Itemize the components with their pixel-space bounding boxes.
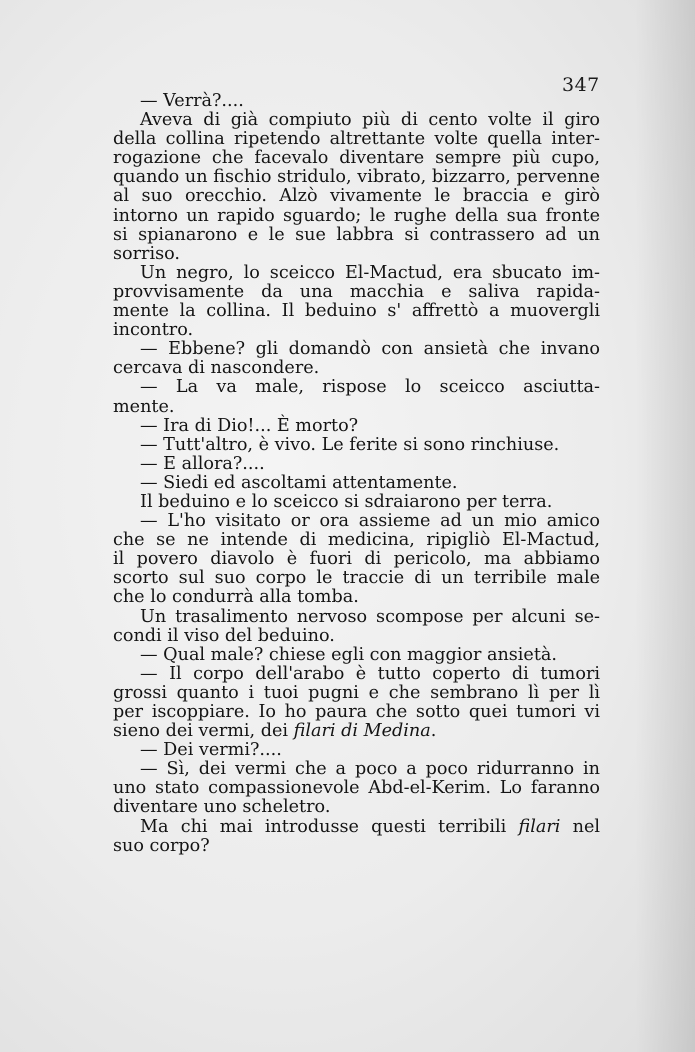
italic-text: filari di Medina [293, 721, 431, 742]
text-line [113, 818, 600, 837]
text-line [113, 283, 600, 302]
text-line [113, 417, 600, 436]
text-segment: — Sì, dei vermi che a poco a poco ridurranno in [140, 759, 600, 780]
text-line [113, 187, 600, 206]
text-line [113, 531, 600, 550]
text-segment: — E allora?.... [140, 453, 265, 474]
text-line [113, 455, 600, 474]
text-segment: — La va male, rispose lo sceicco asciutta- [140, 377, 600, 398]
text-line [113, 493, 600, 512]
text-line [113, 92, 600, 111]
text-segment: — Qual male? chiese egli con maggior ansietà. [140, 644, 557, 665]
text-segment: — Tutt'altro, è vivo. Le ferite si sono rinchiuse. [140, 434, 560, 455]
text-segment: grossi quanto i tuoi pugni e che sembrano lì per lì [113, 682, 600, 703]
text-segment: . [430, 721, 437, 742]
text-segment: della collina ripetendo altrettante volte quella inter- [113, 129, 600, 150]
text-segment: al suo orecchio. Alzò vivamente le braccia e girò [113, 186, 600, 207]
text-segment: quando un fischio stridulo, vibrato, bizzarro, pervenne [113, 167, 600, 188]
text-segment: Il beduino e lo sceicco si sdraiarono per terra. [140, 491, 553, 512]
text-line [113, 722, 600, 741]
text-segment: Ma chi mai introdusse questi terribili [140, 816, 519, 837]
text-line [113, 703, 600, 722]
text-line [113, 264, 600, 283]
text-segment: uno stato compassionevole Abd-el-Kerim. Lo faranno [113, 778, 600, 799]
body-text [113, 92, 600, 856]
text-line [113, 760, 600, 779]
text-segment: — Siedi ed ascoltami attentamente. [140, 472, 458, 493]
text-segment: si spianarono e le sue labbra si contrassero ad un [113, 224, 600, 245]
text-line [113, 608, 600, 627]
text-segment: — Verrà?.... [140, 91, 244, 111]
text-line [113, 837, 600, 856]
text-line [113, 245, 600, 264]
text-segment: suo corpo? [113, 835, 210, 856]
text-line [113, 474, 600, 493]
text-line [113, 340, 600, 359]
text-line [113, 436, 600, 455]
page-number: 347 [562, 74, 600, 96]
text-line [113, 130, 600, 149]
text-segment: che lo condurrà alla tomba. [113, 587, 359, 608]
text-segment: sorriso. [113, 243, 180, 264]
text-segment: — Il corpo dell'arabo è tutto coperto di tumori [140, 663, 600, 684]
text-segment: che se ne intende di medicina, ripigliò El-Mactud, [113, 530, 600, 551]
text-line [113, 798, 600, 817]
text-line [113, 684, 600, 703]
text-line [113, 168, 600, 187]
text-line [113, 512, 600, 531]
text-line [113, 207, 600, 226]
text-segment: il povero diavolo è fuori di pericolo, ma abbiamo [113, 549, 600, 570]
text-line [113, 550, 600, 569]
text-segment: — Ebbene? gli domandò con ansietà che invano [140, 339, 600, 360]
text-line [113, 359, 600, 378]
text-line [113, 779, 600, 798]
text-line [113, 302, 600, 321]
text-line [113, 398, 600, 417]
text-segment: incontro. [113, 320, 194, 341]
text-line [113, 627, 600, 646]
text-line [113, 665, 600, 684]
text-segment: nel [560, 816, 600, 837]
text-segment: Un trasalimento nervoso scompose per alcuni se- [140, 606, 600, 627]
text-line [113, 569, 600, 588]
text-segment: mente la collina. Il beduino s' affrettò a muovergli [113, 301, 600, 322]
text-segment: intorno un rapido sguardo; le rughe della sua fronte [113, 205, 600, 226]
text-segment: diventare uno scheletro. [113, 797, 331, 818]
text-segment: cercava di nascondere. [113, 358, 320, 379]
text-segment: Un negro, lo sceicco El-Mactud, era sbucato im- [140, 262, 600, 283]
text-line [113, 149, 600, 168]
text-segment: mente. [113, 396, 175, 417]
text-line [113, 588, 600, 607]
text-segment: sieno dei vermi, dei [113, 721, 294, 742]
text-line [113, 378, 600, 397]
text-line [113, 321, 600, 340]
text-line [113, 741, 600, 760]
italic-text: filari [518, 816, 561, 837]
text-segment: condi il viso del beduino. [113, 625, 335, 646]
text-line [113, 226, 600, 245]
text-line [113, 646, 600, 665]
text-segment: provvisamente da una macchia e saliva rapida- [113, 281, 600, 302]
text-segment: Aveva di già compiuto più di cento volte il giro [140, 110, 600, 131]
text-segment: rogazione che facevalo diventare sempre più cupo, [113, 148, 600, 169]
text-segment: — Dei vermi?.... [140, 740, 282, 761]
text-segment: — L'ho visitato or ora assieme ad un mio amico [140, 511, 600, 532]
text-segment: scorto sul suo corpo le traccie di un terribile male [113, 568, 600, 589]
text-segment: — Ira di Dio!... È morto? [140, 415, 359, 436]
text-segment: per iscoppiare. Io ho paura che sotto quei tumori vi [113, 702, 600, 722]
text-line [113, 111, 600, 130]
